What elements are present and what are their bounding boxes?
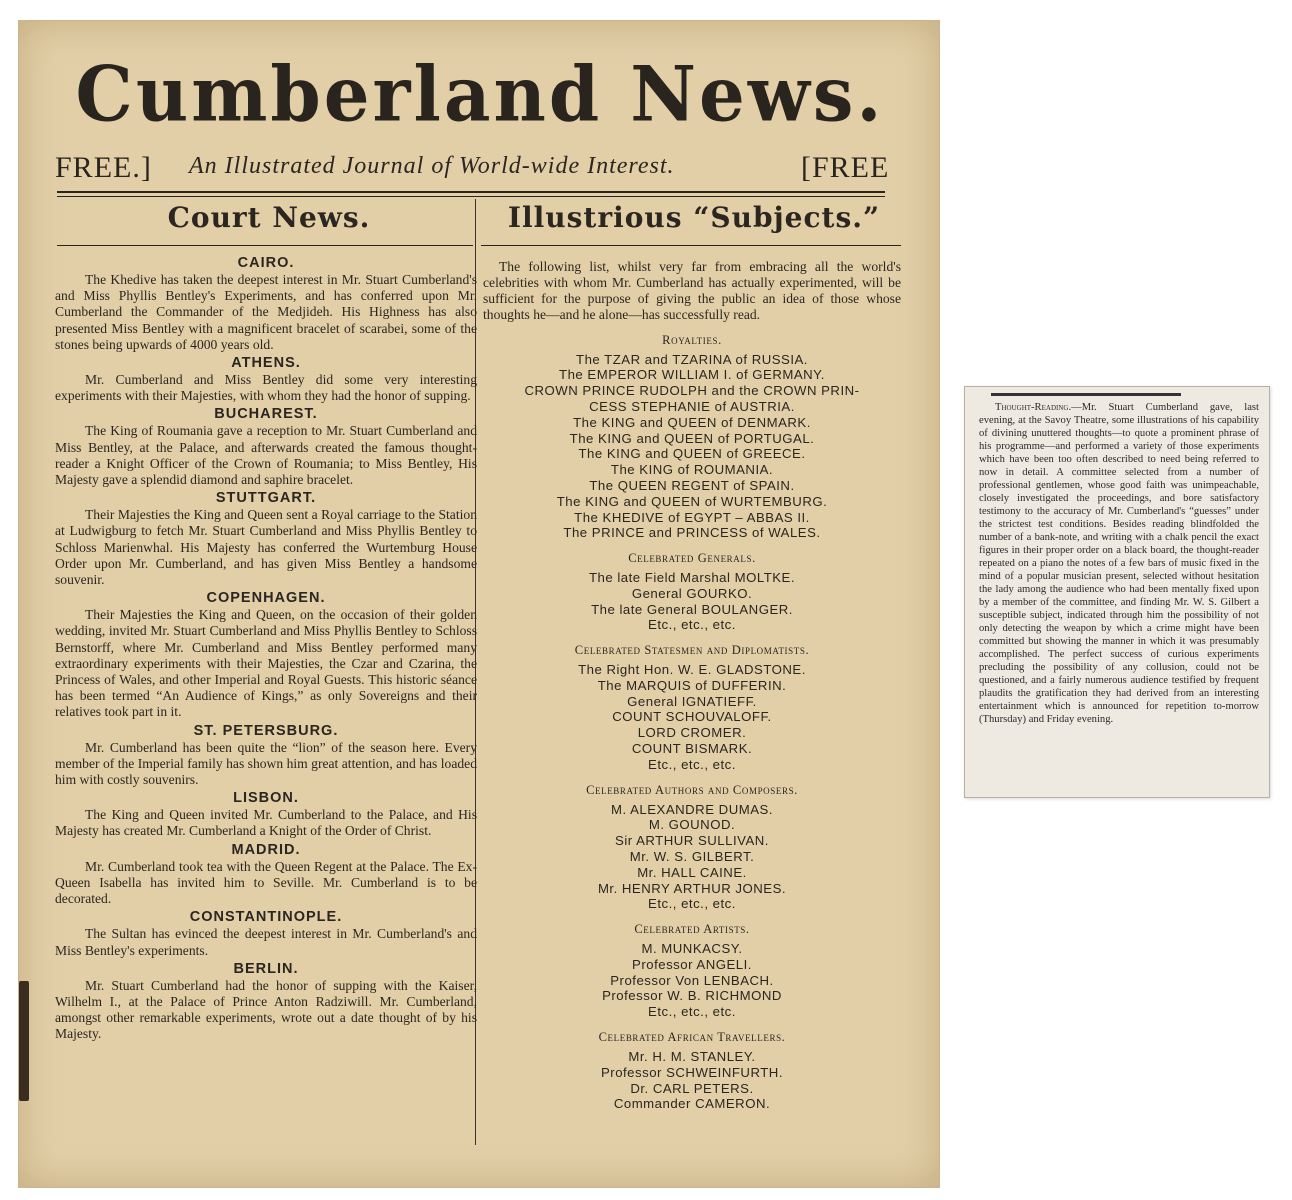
celebrity-name: Etc., etc., etc. [648, 756, 736, 772]
court-news-paragraph: The King and Queen invited Mr. Cumberland to the Palace, and His Majesty has created Mr. Cumberland a Knight of the Order of Christ. [55, 807, 477, 839]
celebrity-name: The EMPEROR WILLIAM I. of GERMANY. [559, 367, 825, 383]
court-news-heading: Court News. [167, 201, 371, 234]
celebrity-name: Professor W. B. RICHMOND [602, 988, 782, 1004]
celebrity-name: Mr. HENRY ARTHUR JONES. [597, 880, 787, 896]
court-news-rule [57, 245, 473, 246]
newspaper-page [18, 20, 940, 1188]
court-news-paragraph: Mr. Stuart Cumberland had the honor of supping with the Kaiser, Wilhelm I., at the Palace of Prince Anton Radziwill. Mr. Cumberland, amongst other remarkable experiments, wrote out a date thought of by his Majesty. [55, 977, 477, 1042]
celebrity-name: The late Field Marshal MOLTKE. [588, 570, 796, 585]
celebrity-name: Professor ANGELI. [632, 956, 752, 972]
clipping-body: —Mr. Stuart Cumberland gave, last evening, at the Savoy Theatre, some illustrations of his capability of divining unuttered thoughts—to quote a prominent phrase of his programme—and performed a variety of those experiments which have been too often described to need being referred to now in detail. A committee selected from a number of professional gentlemen, whose good faith was unimpeachable, closely investigated the proceedings, and bore satisfactory testimony to the accuracy of Mr. Cumberland's “guesses” under the strictest test conditions. Besides reading blindfolded the number of a bank-note, and writing with a chalk pencil the exact figures in their proper order on a black board, the thought-reader repeated on a piano the notes of a few bars of music fixed in the mind of a popular musician present, selected without hesitation the lady among the audience who had been mentally fixed upon by a member of the committee, and finding Mr. W. S. Gilbert a susceptible subject, indicated through him the possibility of not only detecting the weapon by which a crime might have been committed but showing the manner in which it was presumably accomplished. The perfect success of curious experiments precluding the possibility of any collusion, could not be questioned, and a fairly numerous audience testified by frequent plaudits the gratification they had derived from an interesting entertainment which is announced for repetition to-morrow (Thursday) and Friday evening. [979, 402, 1259, 725]
category-heading: Celebrated Artists. [634, 922, 750, 937]
celebrity-name: Commander CAMERON. [613, 1096, 771, 1112]
court-news-paragraph: Their Majesties the King and Queen sent a Royal carriage to the Station at Ludwigburg to fetch Mr. Stuart Cumberland and Miss Phyllis Bentley to Schloss Marienwhal. His Majesty has conferred the Wurtemburg House Order upon Mr. Cumberland, and has given Miss Bentley a handsome souvenir. [55, 507, 477, 588]
celebrity-name: The KHEDIVE of EGYPT – ABBAS II. [574, 509, 810, 525]
newspaper-clipping [964, 386, 1270, 798]
city-heading: STUTTGART. [215, 490, 317, 507]
celebrity-name: The KING and QUEEN of WURTEMBURG. [556, 493, 828, 509]
celebrity-name: The MARQUIS of DUFFERIN. [597, 677, 787, 693]
celebrity-name: Etc., etc., etc. [648, 896, 736, 912]
celebrity-name: Etc., etc., etc. [648, 617, 736, 633]
celebrity-name: CROWN PRINCE RUDOLPH and the CROWN PRIN- [524, 383, 860, 399]
celebrity-name: Mr. HALL CAINE. [637, 864, 747, 880]
celebrity-name: The TZAR and TZARINA of RUSSIA. [576, 351, 808, 367]
celebrity-name: General GOURKO. [631, 585, 753, 601]
celebrity-name: The late General BOULANGER. [591, 601, 793, 617]
celebrity-name: Etc., etc., etc. [648, 1004, 736, 1020]
city-heading: COPENHAGEN. [206, 590, 326, 607]
celebrity-name: The KING and QUEEN of GREECE. [578, 446, 806, 462]
court-news-paragraph: Their Majesties the King and Queen, on the occasion of their golden wedding, invited Mr. Stuart Cumberland and Miss Phyllis Bentley to Schloss Bernstorff, where Mr. Cumberland and Miss Bentley performed many extraordinary experiments with their Majesties, the Czar and Czarina, the Princess of Wales, and other Imperial and Royal Guests. This historic séance has been termed “An Audience of Kings,” as only Sovereigns and their relatives took part in it. [55, 607, 477, 720]
masthead-subtitle: An Illustrated Journal of World-wide Interest. [189, 153, 675, 179]
category-heading: Celebrated Statesmen and Diplomatists. [574, 643, 810, 658]
city-heading: BERLIN. [233, 960, 299, 977]
category-heading: Celebrated Authors and Composers. [586, 782, 798, 797]
celebrity-name: M. GOUNOD. [648, 817, 736, 833]
masthead-title: Cumberland News. [75, 48, 885, 139]
category-heading: Celebrated Generals. [628, 551, 756, 566]
court-news-paragraph: The Khedive has taken the deepest interest in Mr. Stuart Cumberland's and Miss Phyllis Bentley's Experiments, and has conferred upon Mr. Cumberland the Commander of the Medjideh. His Highness has also presented Miss Bentley with a magnificent bracelet of scarabei, some of the stones being upwards of 4000 years old. [55, 272, 477, 352]
free-label-right: [FREE [801, 151, 890, 184]
city-heading: MADRID. [231, 841, 301, 858]
court-news-column [55, 253, 477, 1043]
celebrity-name: CESS STEPHANIE of AUSTRIA. [589, 398, 795, 414]
court-news-paragraph: Mr. Cumberland and Miss Bentley did some very interesting experiments with their Majesties, with whom they had the honor of supping. [55, 372, 477, 404]
clipping-text [979, 401, 1259, 726]
court-news-paragraph: Mr. Cumberland has been quite the “lion” of the season here. Every member of the Imperial family has shown him great attention, and has loaded him with costly souvenirs. [55, 739, 477, 788]
subjects-intro: The following list, whilst very far from embracing all the world's celebrities with whom Mr. Cumberland has actually experimented, will be sufficient for the purpose of giving the public an idea of those whose thoughts he—and he alone—has successfully read. [483, 259, 901, 322]
celebrity-name: Sir ARTHUR SULLIVAN. [615, 833, 769, 849]
subjects-column [483, 259, 901, 1112]
free-label-left: FREE.] [55, 151, 152, 184]
city-heading: BUCHAREST. [214, 406, 318, 423]
clipping-rule [991, 393, 1181, 396]
celebrity-name: General IGNATIEFF. [627, 693, 757, 709]
celebrity-name: Mr. H. M. STANLEY. [628, 1048, 756, 1064]
celebrity-name: The PRINCE and PRINCESS of WALES. [563, 525, 821, 541]
masthead-rule [57, 191, 885, 197]
city-heading: ST. PETERSBURG. [193, 722, 339, 739]
celebrity-name: COUNT SCHOUVALOFF. [612, 709, 772, 725]
celebrity-name: Professor SCHWEINFURTH. [601, 1064, 783, 1080]
celebrity-name: COUNT BISMARK. [631, 741, 753, 757]
court-news-paragraph: Mr. Cumberland took tea with the Queen Regent at the Palace. The Ex-Queen Isabella has invited him to Seville. Mr. Cumberland is to be decorated. [55, 858, 477, 907]
city-heading: CONSTANTINOPLE. [189, 909, 343, 926]
celebrity-name: LORD CROMER. [637, 725, 747, 741]
category-heading: Royalties. [662, 332, 722, 347]
celebrity-name: The KING and QUEEN of DENMARK. [573, 414, 811, 430]
city-heading: ATHENS. [231, 355, 301, 372]
celebrity-name: Professor Von LENBACH. [610, 972, 774, 988]
celebrity-name: M. ALEXANDRE DUMAS. [611, 801, 773, 817]
clipping-lead: Thought-Reading. [995, 402, 1072, 413]
celebrity-name: The KING of ROUMANIA. [610, 462, 774, 478]
binding-strip [19, 981, 29, 1101]
subjects-heading: Illustrious “Subjects.” [507, 201, 881, 234]
celebrity-name: The KING and QUEEN of PORTUGAL. [569, 430, 815, 446]
celebrity-name: Mr. W. S. GILBERT. [629, 848, 755, 864]
celebrity-name: The QUEEN REGENT of SPAIN. [589, 477, 795, 493]
city-heading: CAIRO. [237, 255, 295, 271]
celebrity-name: Dr. CARL PETERS. [630, 1080, 754, 1096]
court-news-paragraph: The Sultan has evinced the deepest interest in Mr. Cumberland's and Miss Bentley's experiments. [55, 926, 477, 958]
celebrity-name: The Right Hon. W. E. GLADSTONE. [578, 662, 806, 678]
celebrity-name: M. MUNKACSY. [641, 941, 743, 957]
court-news-paragraph: The King of Roumania gave a reception to Mr. Stuart Cumberland and Miss Bentley, at the Palace, and afterwards created the famous thought-reader a Knight Officer of the Crown of Roumania; to Miss Bentley, His Majesty gave a splendid diamond and saphire bracelet. [55, 423, 477, 488]
subjects-rule [481, 245, 901, 246]
category-heading: Celebrated African Travellers. [598, 1030, 786, 1045]
city-heading: LISBON. [233, 790, 299, 807]
